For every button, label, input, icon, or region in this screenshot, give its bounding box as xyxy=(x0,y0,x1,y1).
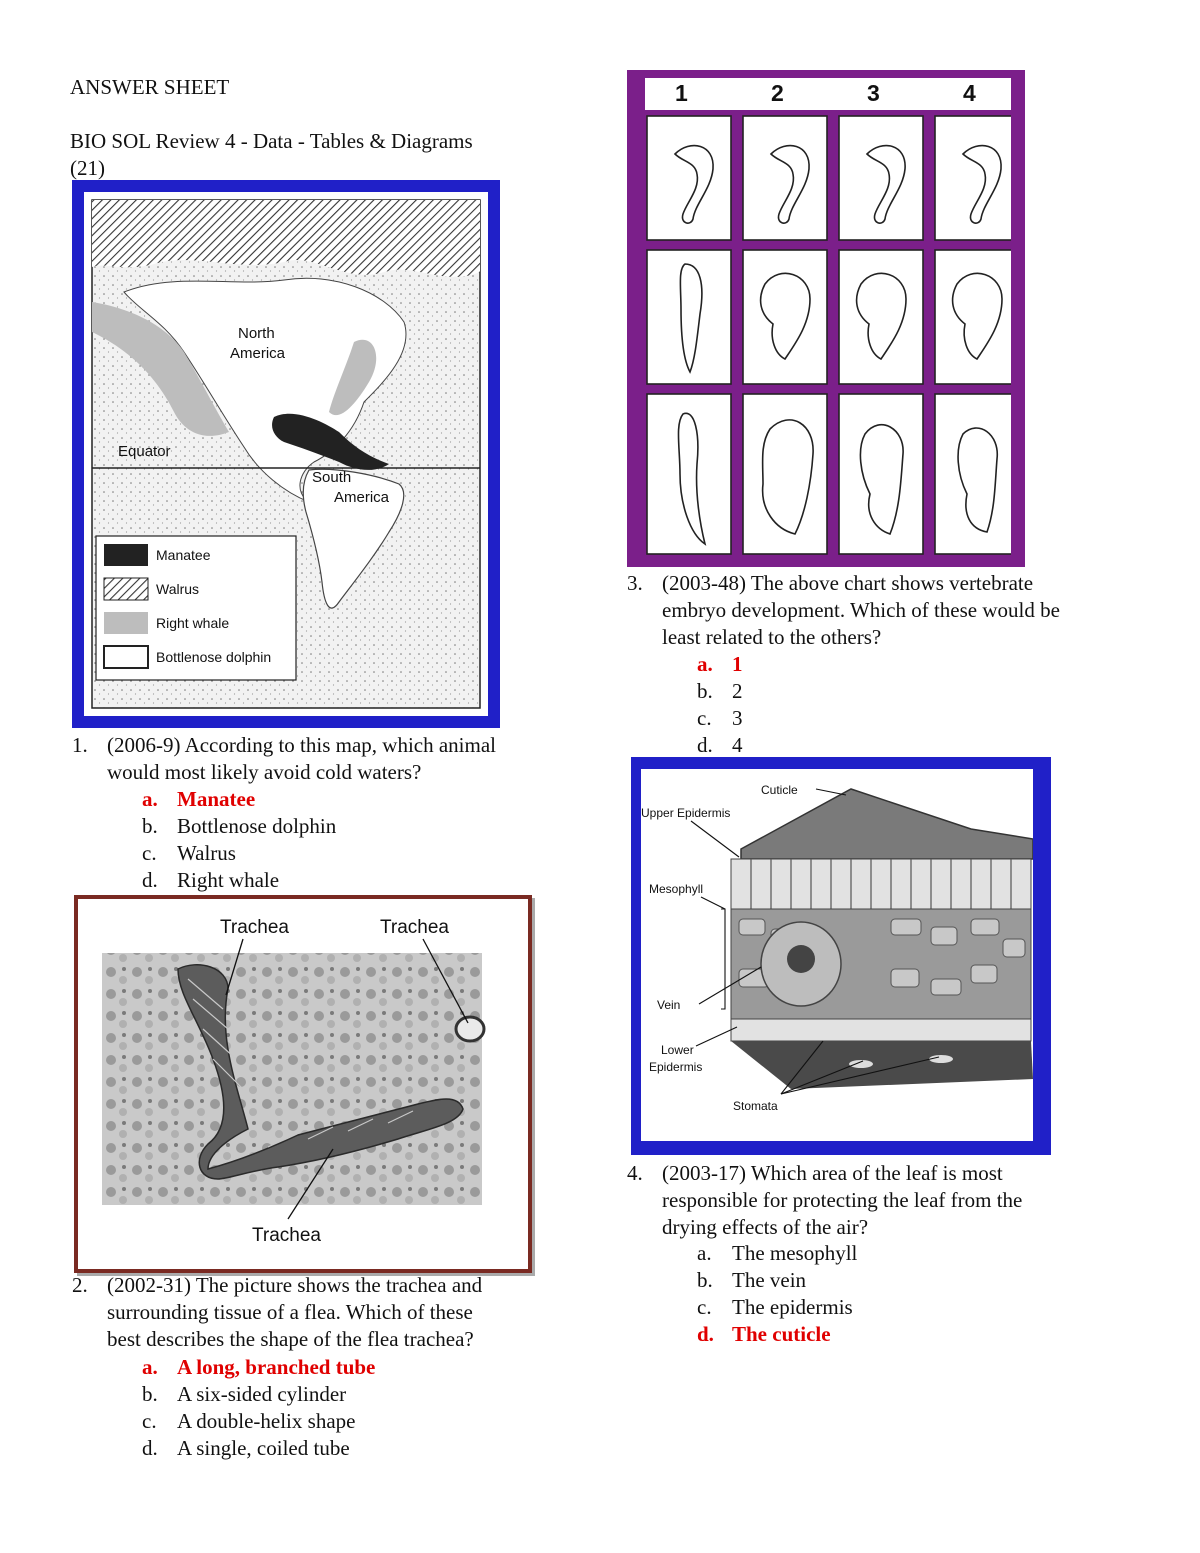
embryo-column-header xyxy=(645,78,1011,110)
question-2 xyxy=(72,1272,552,1353)
answer-option: c. 3 xyxy=(697,706,743,730)
embryo-grid xyxy=(645,114,1011,558)
answer-option: d. 4 xyxy=(697,733,743,757)
question-text-line: best describes the shape of the flea trachea? xyxy=(107,1327,474,1351)
trachea-label-left: Trachea xyxy=(220,917,289,938)
embryo-cell xyxy=(935,394,1011,554)
answer-option-correct: a. A long, branched tube xyxy=(142,1355,376,1379)
leaf-label-cuticle: Cuticle xyxy=(761,783,798,797)
answer-option: d. A single, coiled tube xyxy=(142,1436,350,1460)
question-4 xyxy=(627,1160,1127,1241)
question-number: 3. xyxy=(627,571,643,595)
map-label-north-america: America xyxy=(230,345,286,362)
page-title: ANSWER SHEET xyxy=(70,75,230,99)
question-number: 4. xyxy=(627,1161,643,1185)
question-1 xyxy=(72,732,552,786)
question-text-line: least related to the others? xyxy=(662,625,882,649)
map-label-equator: Equator xyxy=(118,443,171,460)
question-text-line: responsible for protecting the leaf from the xyxy=(662,1188,1023,1212)
question-text-line: (2003-17) Which area of the leaf is most xyxy=(662,1161,1003,1185)
answer-option: c. A double-helix shape xyxy=(142,1409,356,1433)
answer-option: c. The epidermis xyxy=(697,1295,853,1319)
embryo-chart-frame xyxy=(627,70,1025,567)
answer-option: b. Bottlenose dolphin xyxy=(142,814,337,838)
legend-label-walrus: Walrus xyxy=(156,581,200,597)
question-3 xyxy=(627,570,1127,651)
leaf-label-lower: Lower xyxy=(661,1043,694,1057)
answer-option-correct: a. 1 xyxy=(697,652,743,676)
answer-option: d. Right whale xyxy=(142,868,280,892)
leaf-label-stomata: Stomata xyxy=(733,1099,778,1113)
answer-option: b. A six-sided cylinder xyxy=(142,1382,347,1406)
question-text-line: (2003-48) The above chart shows vertebrate xyxy=(662,571,1034,595)
answer-option: b. 2 xyxy=(697,679,743,703)
range-map xyxy=(84,192,488,716)
column-label: 2 xyxy=(771,80,784,106)
trachea-micrograph xyxy=(78,899,528,1269)
legend-swatch-walrus xyxy=(104,578,148,600)
embryo-cell xyxy=(743,116,827,240)
embryo-cell xyxy=(647,394,731,554)
question-text-line: embryo development. Which of these would be xyxy=(662,598,1060,622)
map-label-north: North xyxy=(238,325,275,342)
column-label: 3 xyxy=(867,80,880,106)
document-subtitle-count: (21) xyxy=(70,156,105,180)
embryo-cell xyxy=(839,116,923,240)
question-number: 1. xyxy=(72,733,88,757)
leaf-label-epidermis: Epidermis xyxy=(649,1060,703,1074)
question-text-line: would most likely avoid cold waters? xyxy=(107,760,422,784)
question-text-line: (2002-31) The picture shows the trachea and xyxy=(107,1273,483,1297)
map-legend xyxy=(96,536,296,680)
answer-option-correct: d. The cuticle xyxy=(697,1322,831,1346)
leaf-label-mesophyll: Mesophyll xyxy=(649,882,704,896)
answer-option: c. Walrus xyxy=(142,841,236,865)
leaf-figure-frame xyxy=(631,757,1051,1155)
answer-option-correct: a. Manatee xyxy=(142,787,256,811)
map-label-south: South xyxy=(312,469,352,486)
leaf-label-vein: Vein xyxy=(657,998,681,1012)
column-label: 1 xyxy=(675,80,688,106)
answer-option: a. The mesophyll xyxy=(697,1241,858,1265)
question-number: 2. xyxy=(72,1273,88,1297)
legend-label-right-whale: Right whale xyxy=(156,615,230,631)
leaf-cross-section xyxy=(641,769,1033,1141)
legend-swatch-right-whale xyxy=(104,612,148,634)
answer-option: b. The vein xyxy=(697,1268,807,1292)
embryo-cell xyxy=(647,116,731,240)
trachea-figure-frame xyxy=(74,895,532,1273)
map-figure-frame xyxy=(72,180,500,728)
embryo-cell xyxy=(647,250,731,384)
legend-label-manatee: Manatee xyxy=(156,547,211,563)
embryo-cell xyxy=(743,250,827,384)
column-label: 4 xyxy=(963,80,976,106)
trachea-label-bottom: Trachea xyxy=(252,1225,321,1246)
question-text-line: drying effects of the air? xyxy=(662,1215,869,1239)
legend-swatch-manatee xyxy=(104,544,148,566)
trachea-label-right: Trachea xyxy=(380,917,449,938)
embryo-cell xyxy=(839,250,923,384)
leaf-label-upper-epidermis: Upper Epidermis xyxy=(641,806,731,820)
legend-swatch-dolphin xyxy=(104,646,148,668)
legend-label-dolphin: Bottlenose dolphin xyxy=(156,649,272,665)
question-text-line: surrounding tissue of a flea. Which of these xyxy=(107,1300,473,1324)
document-subtitle: BIO SOL Review 4 - Data - Tables & Diagrams xyxy=(70,129,473,153)
question-text-line: (2006-9) According to this map, which animal xyxy=(107,733,497,757)
map-label-south-america: America xyxy=(334,489,390,506)
